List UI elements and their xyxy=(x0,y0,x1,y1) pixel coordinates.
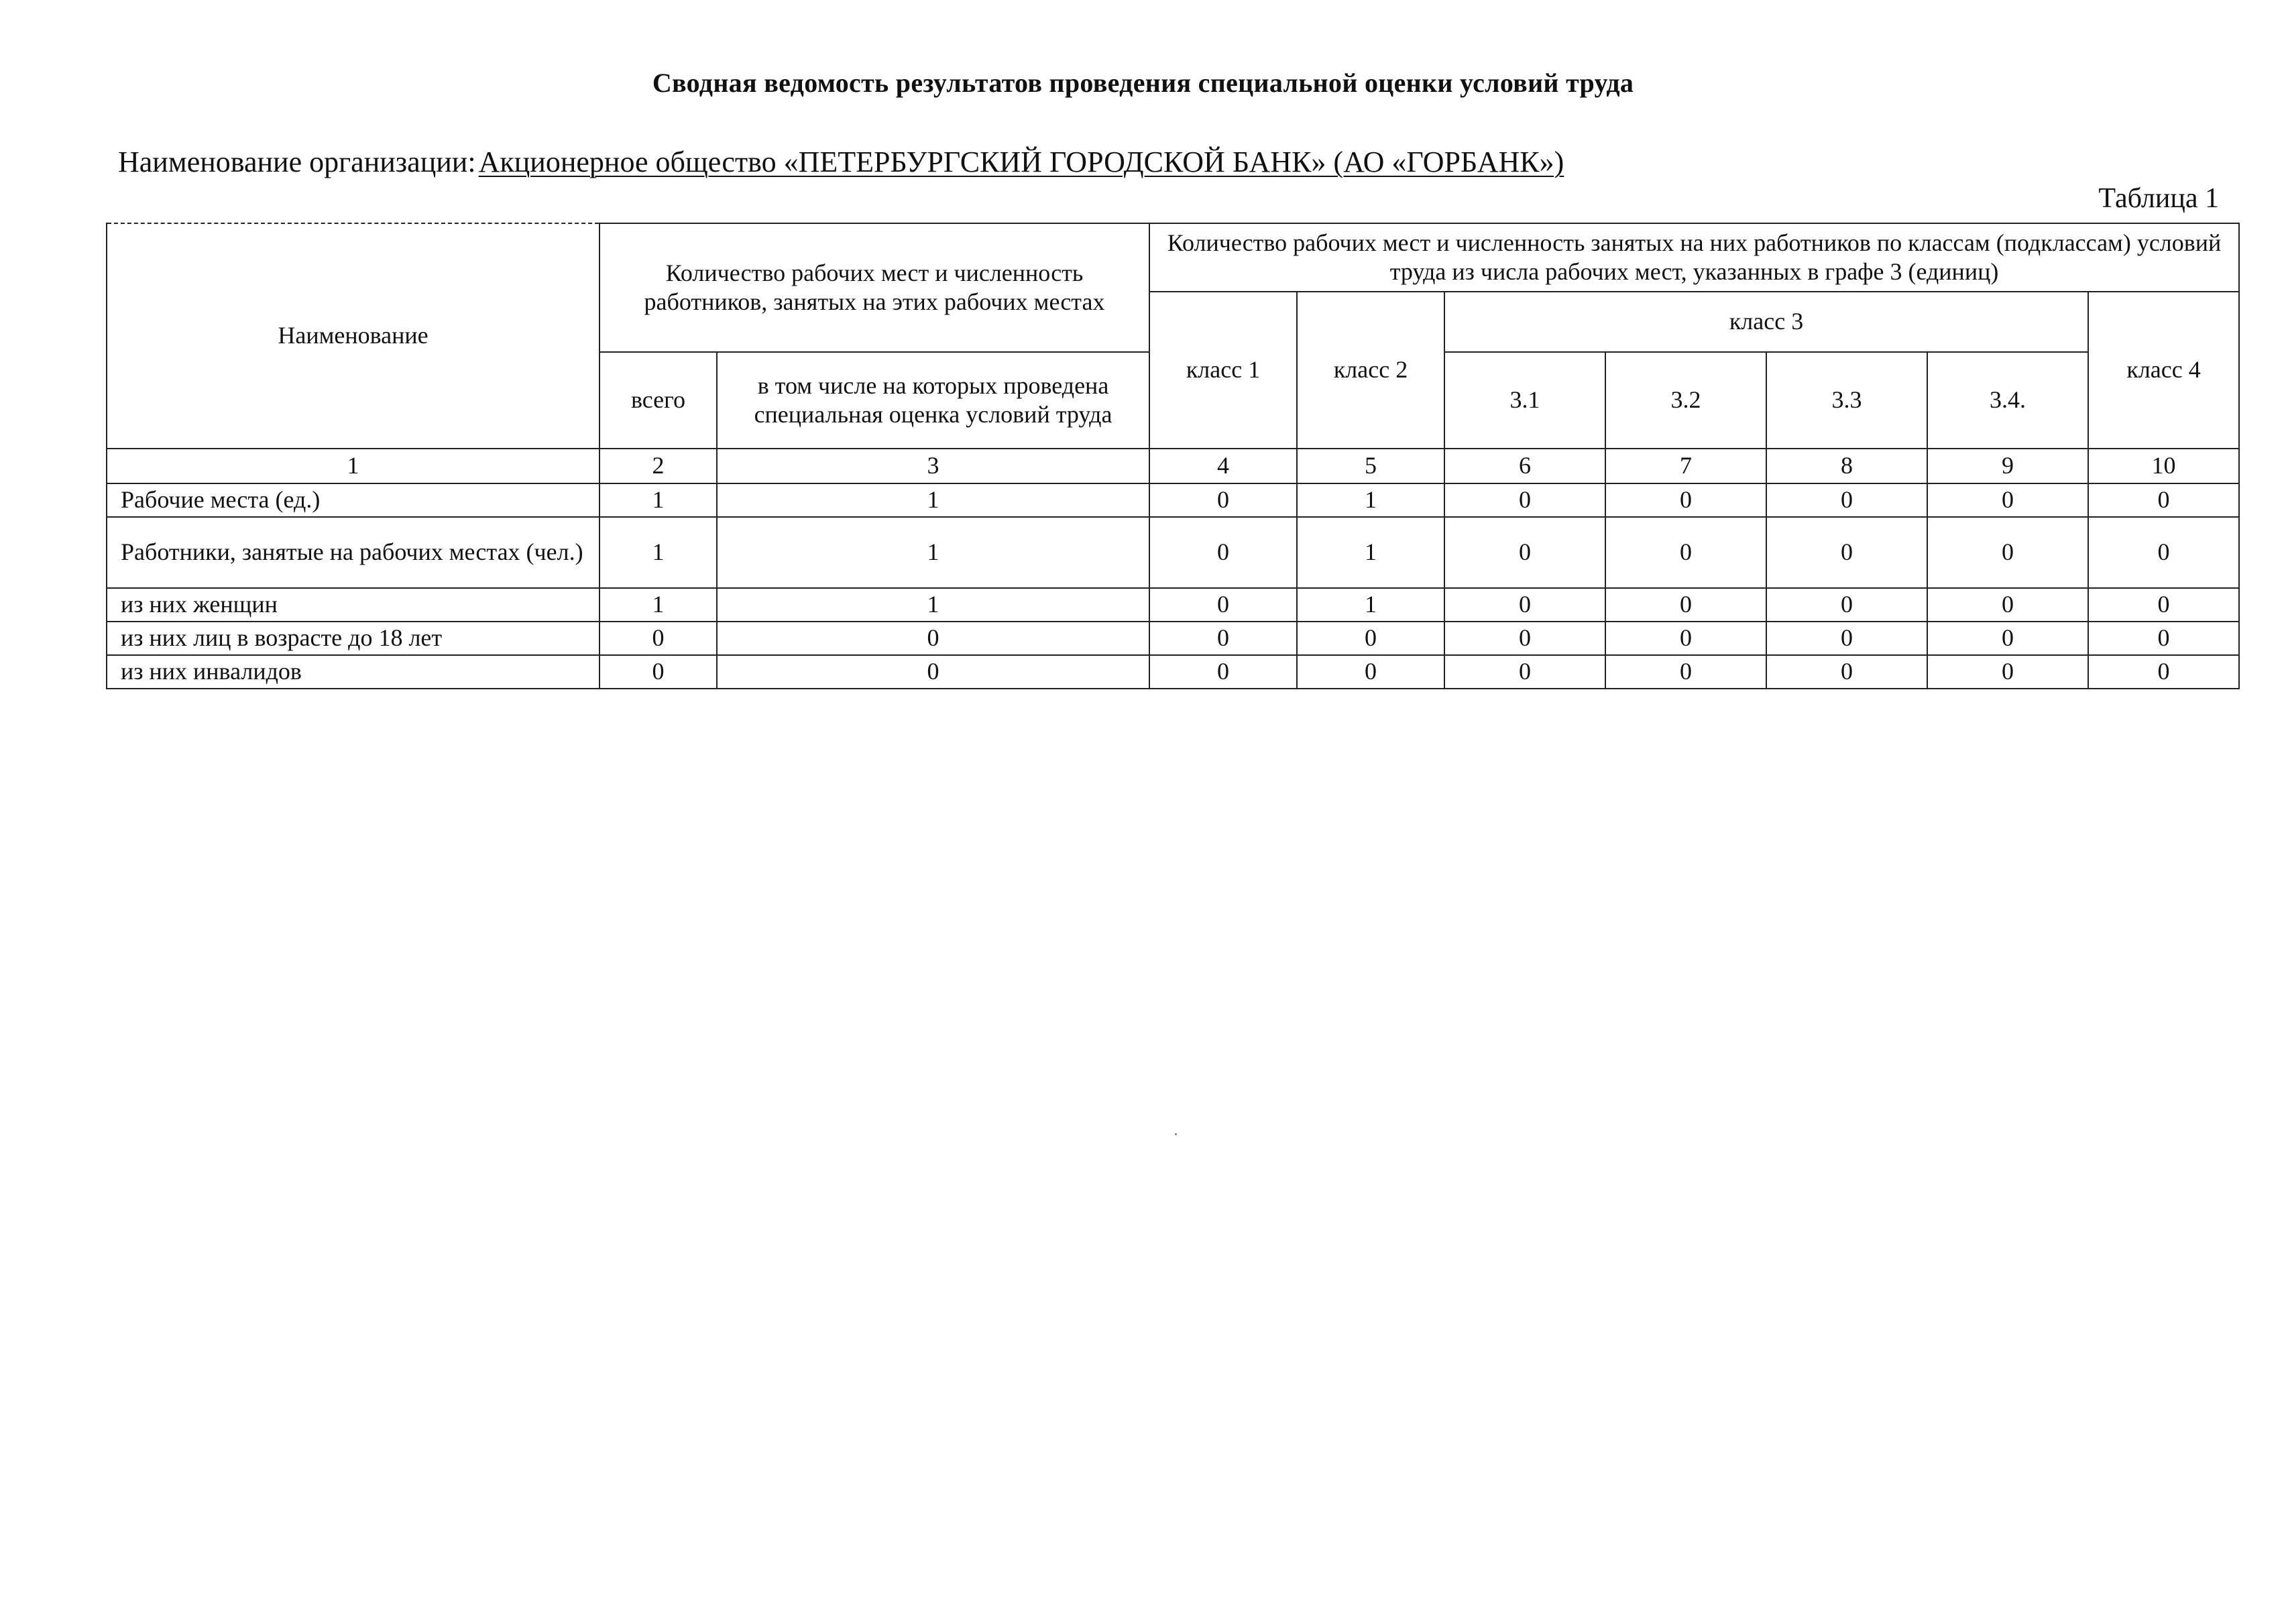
column-number: 10 xyxy=(2088,449,2239,483)
table-cell: 0 xyxy=(1444,483,1605,517)
header-class1: класс 1 xyxy=(1149,292,1297,449)
table-row xyxy=(107,622,2239,655)
table-cell: 0 xyxy=(2088,517,2239,588)
header-total: всего xyxy=(599,352,717,449)
table-cell: 0 xyxy=(1605,655,1766,689)
table-row xyxy=(107,655,2239,689)
column-number: 1 xyxy=(107,449,599,483)
table-cell: 0 xyxy=(1766,483,1927,517)
table-cell: 1 xyxy=(599,517,717,588)
table-cell: 0 xyxy=(1605,622,1766,655)
table-cell: 0 xyxy=(1766,517,1927,588)
table-cell: 0 xyxy=(1766,588,1927,622)
table-row xyxy=(107,483,2239,517)
column-number: 5 xyxy=(1297,449,1444,483)
table-cell: 0 xyxy=(599,655,717,689)
header-class3: класс 3 xyxy=(1444,292,2088,352)
header-sub-3-3: 3.3 xyxy=(1766,352,1927,449)
table-cell: 0 xyxy=(2088,588,2239,622)
summary-table xyxy=(106,223,2240,689)
table-cell: 0 xyxy=(1444,622,1605,655)
row-label: Работники, занятые на рабочих местах (чел.) xyxy=(107,517,599,588)
table-cell: 0 xyxy=(1149,655,1297,689)
organization-label: Наименование организации: xyxy=(118,146,476,178)
column-number: 7 xyxy=(1605,449,1766,483)
table-cell: 0 xyxy=(1149,483,1297,517)
row-label: Рабочие места (ед.) xyxy=(107,483,599,517)
table-cell: 1 xyxy=(1297,517,1444,588)
table-cell: 0 xyxy=(1297,655,1444,689)
column-number: 2 xyxy=(599,449,717,483)
header-sub-3-2: 3.2 xyxy=(1605,352,1766,449)
scan-speck xyxy=(1175,1133,1177,1135)
table-cell: 1 xyxy=(599,588,717,622)
document-title: Сводная ведомость результатов проведения специальной оценки условий труда xyxy=(652,68,1634,98)
table-cell: 0 xyxy=(1444,517,1605,588)
table-cell: 0 xyxy=(1149,622,1297,655)
header-assessed: в том числе на которых проведена специальная оценка условий труда xyxy=(717,352,1149,449)
table-cell: 1 xyxy=(1297,588,1444,622)
table-cell: 1 xyxy=(717,517,1149,588)
column-number: 9 xyxy=(1927,449,2088,483)
table-cell: 0 xyxy=(2088,622,2239,655)
table-cell: 0 xyxy=(1927,517,2088,588)
table-label: Таблица 1 xyxy=(2098,183,2219,214)
table-cell: 0 xyxy=(1297,622,1444,655)
column-number: 8 xyxy=(1766,449,1927,483)
row-label: из них женщин xyxy=(107,588,599,622)
table-cell: 0 xyxy=(717,622,1149,655)
column-number: 6 xyxy=(1444,449,1605,483)
table-cell: 0 xyxy=(1927,622,2088,655)
table-cell: 0 xyxy=(1766,655,1927,689)
column-number: 4 xyxy=(1149,449,1297,483)
header-group-workplaces: Количество рабочих мест и численность работников, занятых на этих рабочих местах xyxy=(599,223,1149,352)
header-class4: класс 4 xyxy=(2088,292,2239,449)
table-cell: 1 xyxy=(717,588,1149,622)
table-cell: 0 xyxy=(1927,655,2088,689)
table-cell: 0 xyxy=(1927,588,2088,622)
table-cell: 1 xyxy=(599,483,717,517)
table-row xyxy=(107,517,2239,588)
table-cell: 0 xyxy=(1605,517,1766,588)
table-cell: 0 xyxy=(717,655,1149,689)
table-cell: 1 xyxy=(1297,483,1444,517)
column-number: 3 xyxy=(717,449,1149,483)
table-cell: 0 xyxy=(2088,655,2239,689)
table-cell: 0 xyxy=(1444,655,1605,689)
row-label: из них лиц в возрасте до 18 лет xyxy=(107,622,599,655)
organization-value: Акционерное общество «ПЕТЕРБУРГСКИЙ ГОРОДСКОЙ БАНК» (АО «ГОРБАНК») xyxy=(478,146,1564,178)
table-cell: 0 xyxy=(1605,483,1766,517)
table-row xyxy=(107,588,2239,622)
table-cell: 0 xyxy=(1605,588,1766,622)
table-cell: 0 xyxy=(1444,588,1605,622)
header-sub-3-1: 3.1 xyxy=(1444,352,1605,449)
table-cell: 0 xyxy=(2088,483,2239,517)
header-sub-3-4: 3.4. xyxy=(1927,352,2088,449)
table-cell: 0 xyxy=(1766,622,1927,655)
table-cell: 0 xyxy=(1927,483,2088,517)
table-cell: 1 xyxy=(717,483,1149,517)
table-cell: 0 xyxy=(1149,588,1297,622)
organization-line xyxy=(118,145,1564,179)
header-group-classes: Количество рабочих мест и численность занятых на них работников по классам (подклассам) условий труда из числа рабочих мест, указанных в графе 3 (единиц) xyxy=(1149,223,2239,292)
row-label: из них инвалидов xyxy=(107,655,599,689)
table-cell: 0 xyxy=(1149,517,1297,588)
column-number-row xyxy=(107,449,2239,483)
header-class2: класс 2 xyxy=(1297,292,1444,449)
header-name: Наименование xyxy=(107,223,599,449)
table-cell: 0 xyxy=(599,622,717,655)
